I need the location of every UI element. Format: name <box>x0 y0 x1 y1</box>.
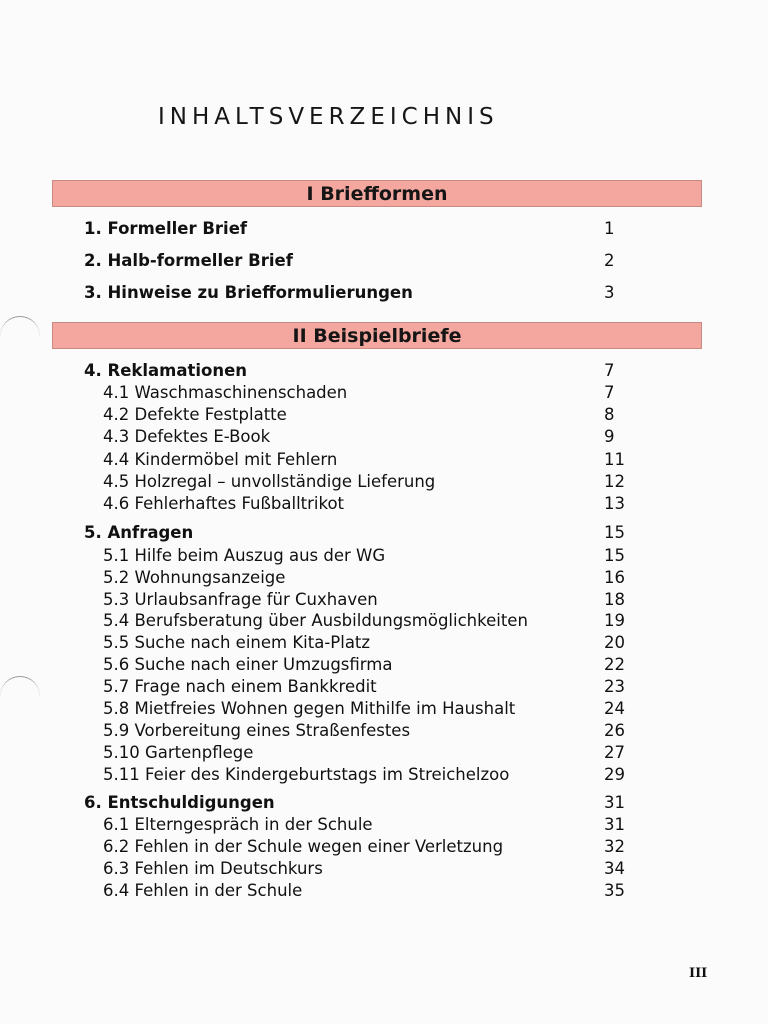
section-heading-briefformen: I Briefformen <box>52 180 702 207</box>
toc-entry <box>0 792 768 814</box>
toc-entry-page: 2 <box>604 251 615 270</box>
toc-entry-page: 7 <box>604 361 615 380</box>
toc-entry <box>0 676 768 698</box>
toc-entry-page: 3 <box>604 283 615 302</box>
toc-entry <box>0 632 768 654</box>
page-title: INHALTSVERZEICHNIS <box>158 104 499 130</box>
toc-entry <box>0 836 768 858</box>
toc-entry-page: 35 <box>604 881 625 900</box>
toc-entry-page: 15 <box>604 546 625 565</box>
toc-entry-page: 31 <box>604 815 625 834</box>
toc-entry <box>0 282 768 304</box>
page-number: III <box>689 966 708 981</box>
toc-entry-page: 15 <box>604 523 625 542</box>
toc-entry-label: 5.10 Gartenpflege <box>103 743 254 762</box>
toc-entry <box>0 654 768 676</box>
toc-entry <box>0 880 768 902</box>
toc-entry-page: 19 <box>604 611 625 630</box>
toc-entry <box>0 426 768 448</box>
toc-entry-page: 32 <box>604 837 625 856</box>
toc-entry-label: 6.4 Fehlen in der Schule <box>103 881 303 900</box>
toc-entry <box>0 382 768 404</box>
toc-entry-label: 1. Formeller Brief <box>84 219 248 238</box>
binding-mark <box>0 316 40 357</box>
toc-entry-page: 27 <box>604 743 625 762</box>
toc-entry <box>0 567 768 589</box>
toc-entry-page: 9 <box>604 427 615 446</box>
toc-entry-page: 31 <box>604 793 625 812</box>
toc-entry <box>0 698 768 720</box>
toc-entry <box>0 720 768 742</box>
binding-mark <box>0 676 40 717</box>
toc-entry-page: 34 <box>604 859 625 878</box>
toc-entry-page: 12 <box>604 472 625 491</box>
toc-entry <box>0 814 768 836</box>
toc-entry-label: 5. Anfragen <box>84 523 194 542</box>
toc-entry-page: 18 <box>604 590 625 609</box>
toc-entry <box>0 589 768 611</box>
toc-entry-label: 4.1 Waschmaschinenschaden <box>103 383 348 402</box>
toc-entry <box>0 404 768 426</box>
toc-entry <box>0 764 768 786</box>
toc-entry-label: 5.2 Wohnungsanzeige <box>103 568 286 587</box>
toc-entry-page: 13 <box>604 494 625 513</box>
toc-entry-label: 5.4 Berufsberatung über Ausbildungsmöglichkeiten <box>103 611 528 630</box>
toc-entry-label: 6. Entschuldigungen <box>84 793 275 812</box>
toc-entry-page: 8 <box>604 405 615 424</box>
toc-entry-label: 4.4 Kindermöbel mit Fehlern <box>103 450 338 469</box>
toc-entry-page: 16 <box>604 568 625 587</box>
toc-entry-label: 3. Hinweise zu Briefformulierungen <box>84 283 413 302</box>
toc-entry-page: 24 <box>604 699 625 718</box>
toc-entry-label: 4.3 Defektes E-Book <box>103 427 271 446</box>
toc-entry <box>0 250 768 272</box>
toc-entry-label: 6.1 Elterngespräch in der Schule <box>103 815 373 834</box>
toc-entry-label: 4.2 Defekte Festplatte <box>103 405 287 424</box>
toc-entry-page: 26 <box>604 721 625 740</box>
toc-entry-label: 4.6 Fehlerhaftes Fußballtrikot <box>103 494 345 513</box>
toc-entry <box>0 610 768 632</box>
toc-entry-label: 5.11 Feier des Kindergeburtstags im Streichelzoo <box>103 765 510 784</box>
toc-entry-page: 23 <box>604 677 625 696</box>
toc-entry <box>0 360 768 382</box>
toc-entry-label: 5.3 Urlaubsanfrage für Cuxhaven <box>103 590 378 609</box>
toc-entry-page: 11 <box>604 450 625 469</box>
toc-entry <box>0 218 768 240</box>
toc-entry-label: 4. Reklamationen <box>84 361 248 380</box>
toc-entry-page: 1 <box>604 219 615 238</box>
toc-entry-page: 29 <box>604 765 625 784</box>
section-heading-beispielbriefe: II Beispielbriefe <box>52 322 702 349</box>
toc-entry <box>0 858 768 880</box>
toc-entry-label: 5.7 Frage nach einem Bankkredit <box>103 677 377 696</box>
toc-entry <box>0 522 768 544</box>
toc-entry <box>0 449 768 471</box>
toc-entry-label: 5.6 Suche nach einer Umzugsfirma <box>103 655 393 674</box>
toc-entry-label: 4.5 Holzregal – unvollständige Lieferung <box>103 472 436 491</box>
toc-entry-page: 20 <box>604 633 625 652</box>
toc-entry <box>0 742 768 764</box>
toc-entry <box>0 471 768 493</box>
toc-entry-label: 6.2 Fehlen in der Schule wegen einer Verletzung <box>103 837 504 856</box>
toc-entry-label: 5.5 Suche nach einem Kita-Platz <box>103 633 371 652</box>
toc-entry-label: 5.8 Mietfreies Wohnen gegen Mithilfe im Haushalt <box>103 699 516 718</box>
toc-entry <box>0 493 768 515</box>
toc-entry <box>0 545 768 567</box>
toc-entry-label: 2. Halb-formeller Brief <box>84 251 293 270</box>
toc-entry-page: 7 <box>604 383 615 402</box>
toc-entry-label: 5.9 Vorbereitung eines Straßenfestes <box>103 721 411 740</box>
toc-entry-page: 22 <box>604 655 625 674</box>
toc-entry-label: 6.3 Fehlen im Deutschkurs <box>103 859 323 878</box>
toc-entry-label: 5.1 Hilfe beim Auszug aus der WG <box>103 546 386 565</box>
